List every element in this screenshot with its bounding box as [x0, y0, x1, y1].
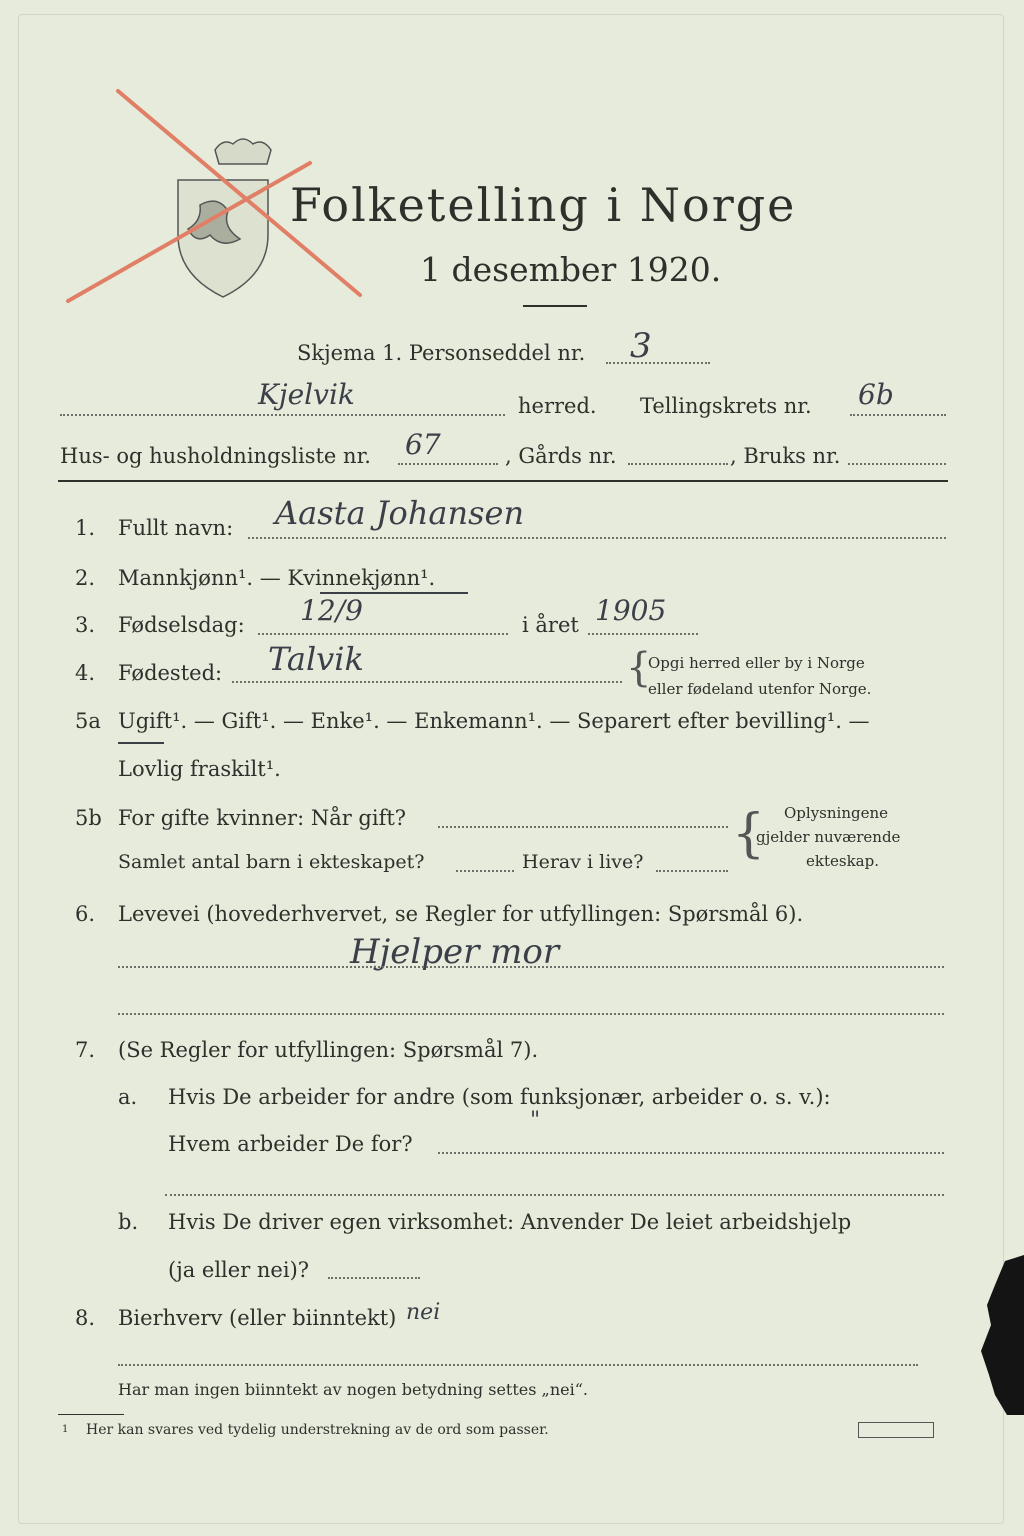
q6-dots-1 [118, 966, 944, 968]
q3-dots [258, 633, 508, 635]
q5b-note-line1: Oplysningene [784, 804, 889, 822]
q2-label: Mannkjønn¹. — Kvinnekjønn¹. [118, 566, 436, 590]
q4-dots [232, 681, 622, 683]
q7-number: 7. [75, 1038, 96, 1062]
schema-dots [606, 362, 710, 364]
q7a-dots-1 [438, 1152, 944, 1154]
q8-value: nei [406, 1300, 441, 1325]
footnote-text: Her kan svares ved tydelig understrekning av de ord som passer. [86, 1422, 549, 1438]
q7a-line2: Hvem arbeider De for? [168, 1132, 413, 1156]
printer-stamp [858, 1422, 934, 1438]
bruks-label: , Bruks nr. [730, 444, 841, 468]
header-rule [58, 480, 948, 482]
q5b-note-line3: ekteskap. [806, 852, 879, 870]
hus-value: 67 [405, 428, 441, 461]
q5a-line2: Lovlig fraskilt¹. [118, 757, 281, 781]
q6-label: Levevei (hovederhvervet, se Regler for utfyllingen: Spørsmål 6). [118, 902, 804, 926]
q1-dots [248, 537, 946, 539]
q5a-underline [118, 742, 164, 744]
form-title: Folketelling i Norge [290, 178, 797, 232]
q6-number: 6. [75, 902, 96, 926]
q4-note-line1: Opgi herred eller by i Norge [648, 654, 865, 672]
q3-label: Fødselsdag: [118, 613, 245, 637]
q5a-line1: Ugift¹. — Gift¹. — Enke¹. — Enkemann¹. — Separert efter bevilling¹. — [118, 709, 870, 733]
q8-dots [118, 1364, 918, 1366]
q4-brace: { [626, 645, 652, 691]
q3-number: 3. [75, 613, 96, 637]
q5b-brace: { [732, 804, 766, 864]
bruks-dots [848, 463, 946, 465]
q5b-line2a: Samlet antal barn i ekteskapet? [118, 851, 425, 873]
title-rule [523, 305, 587, 307]
footnote-marker: 1 [62, 1424, 69, 1435]
q1-label: Fullt navn: [118, 516, 234, 540]
gards-label: , Gårds nr. [505, 444, 617, 468]
q1-value: Aasta Johansen [275, 494, 525, 532]
q3-year-value: 1905 [595, 594, 667, 627]
footnote-rule [58, 1414, 124, 1415]
q6-dots-2 [118, 1013, 944, 1015]
q7a-dots-2 [165, 1194, 944, 1196]
q1-number: 1. [75, 516, 96, 540]
q7a-value: " [530, 1108, 541, 1133]
q4-note-line2: eller fødeland utenfor Norge. [648, 680, 872, 698]
q7a-line1: Hvis De arbeider for andre (som funksjonær, arbeider o. s. v.): [168, 1085, 831, 1109]
tellingskrets-value: 6b [858, 378, 894, 411]
schema-value: 3 [630, 326, 652, 366]
coat-of-arms-shield [178, 139, 271, 297]
torn-corner [975, 1255, 1024, 1415]
q3-year-dots [588, 633, 698, 635]
herred-dots [60, 414, 505, 416]
q5b-note-line2: gjelder nuværende [756, 828, 901, 846]
tellingskrets-label: Tellingskrets nr. [640, 394, 812, 418]
q7a-letter: a. [118, 1085, 138, 1109]
form-subtitle: 1 desember 1920. [420, 250, 722, 289]
q7-label: (Se Regler for utfyllingen: Spørsmål 7). [118, 1038, 539, 1062]
q4-value: Talvik [268, 640, 364, 678]
q5b-gift-dots [438, 826, 728, 828]
q4-number: 4. [75, 661, 96, 685]
hus-label: Hus- og husholdningsliste nr. [60, 444, 371, 468]
gards-dots [628, 463, 728, 465]
q7b-dots [328, 1277, 420, 1279]
q7b-line2: (ja eller nei)? [168, 1258, 310, 1282]
hus-dots [398, 463, 498, 465]
tellingskrets-dots [850, 414, 946, 416]
q4-label: Fødested: [118, 661, 223, 685]
q3-year-label: i året [522, 613, 579, 637]
q5b-line2b: Herav i live? [522, 851, 644, 873]
herred-value: Kjelvik [258, 378, 355, 411]
q5a-number: 5a [75, 709, 101, 733]
q3-value: 12/9 [300, 594, 363, 627]
q6-value: Hjelper mor [350, 932, 560, 972]
q5b-number: 5b [75, 806, 102, 830]
herred-label: herred. [518, 394, 597, 418]
q2-number: 2. [75, 566, 96, 590]
q7b-line1: Hvis De driver egen virksomhet: Anvender De leiet arbeidshjelp [168, 1210, 852, 1234]
q5b-live-dots [656, 870, 728, 872]
q8-number: 8. [75, 1306, 96, 1330]
q7b-letter: b. [118, 1210, 139, 1234]
schema-label: Skjema 1. Personseddel nr. [297, 341, 586, 365]
footer-note: Har man ingen biinntekt av nogen betydning settes „nei“. [118, 1380, 588, 1399]
q5b-line1: For gifte kvinner: Når gift? [118, 806, 407, 830]
q8-label: Bierhverv (eller biinntekt) [118, 1306, 397, 1330]
q5b-barn-dots [456, 870, 514, 872]
